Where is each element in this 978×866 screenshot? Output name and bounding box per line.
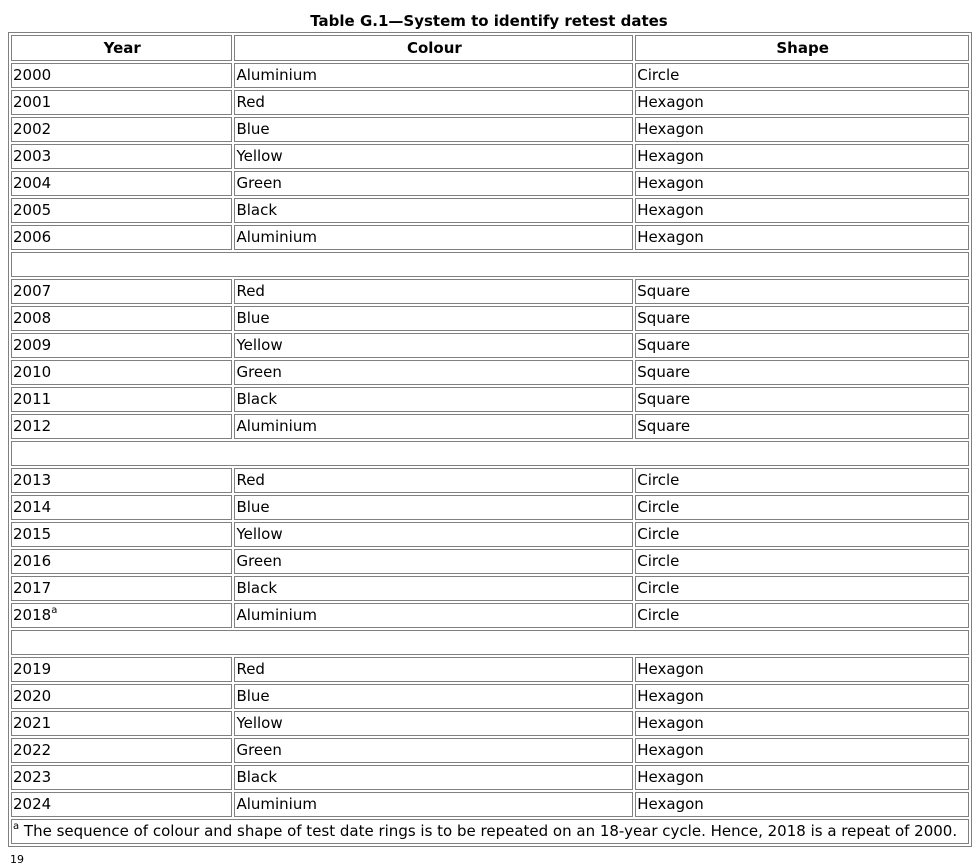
- colour-cell: Yellow: [234, 333, 633, 358]
- year-value: 2000: [13, 66, 52, 84]
- table-row: [11, 360, 969, 385]
- year-value: 2014: [13, 498, 52, 516]
- year-cell: [11, 198, 232, 223]
- year-cell: [11, 549, 232, 574]
- shape-cell: Hexagon: [635, 171, 969, 196]
- table-row: [11, 198, 969, 223]
- year-value: 2010: [13, 363, 52, 381]
- year-value: 2001: [13, 93, 52, 111]
- colour-cell: Red: [234, 468, 633, 493]
- table-row: [11, 684, 969, 709]
- year-cell: [11, 738, 232, 763]
- year-value: 2005: [13, 201, 52, 219]
- footnote-reference: a: [51, 605, 58, 616]
- table-row: [11, 603, 969, 628]
- table-row: [11, 333, 969, 358]
- year-value: 2012: [13, 417, 52, 435]
- year-value: 2019: [13, 660, 52, 678]
- year-cell: [11, 333, 232, 358]
- shape-cell: Hexagon: [635, 684, 969, 709]
- shape-cell: Hexagon: [635, 198, 969, 223]
- year-value: 2008: [13, 309, 52, 327]
- year-value: 2015: [13, 525, 52, 543]
- colour-cell: Aluminium: [234, 603, 633, 628]
- year-value: 2022: [13, 741, 52, 759]
- colour-cell: Green: [234, 549, 633, 574]
- year-cell: [11, 360, 232, 385]
- table-row: [11, 225, 969, 250]
- year-cell: [11, 576, 232, 601]
- shape-cell: Circle: [635, 468, 969, 493]
- year-cell: [11, 684, 232, 709]
- footnote-cell: [11, 819, 969, 844]
- shape-cell: Circle: [635, 603, 969, 628]
- colour-cell: Aluminium: [234, 414, 633, 439]
- header-year: Year: [11, 35, 232, 61]
- year-value: 2013: [13, 471, 52, 489]
- shape-cell: Circle: [635, 576, 969, 601]
- year-value: 2024: [13, 795, 52, 813]
- colour-cell: Aluminium: [234, 225, 633, 250]
- table-row: [11, 738, 969, 763]
- shape-cell: Square: [635, 387, 969, 412]
- year-value: 2023: [13, 768, 52, 786]
- table-row: [11, 414, 969, 439]
- year-cell: [11, 468, 232, 493]
- colour-cell: Green: [234, 360, 633, 385]
- table-row: [11, 117, 969, 142]
- footnote-row: [11, 819, 969, 844]
- table-row: [11, 522, 969, 547]
- shape-cell: Hexagon: [635, 117, 969, 142]
- colour-cell: Red: [234, 90, 633, 115]
- colour-cell: Black: [234, 387, 633, 412]
- year-cell: [11, 495, 232, 520]
- shape-cell: Square: [635, 360, 969, 385]
- table-row: [11, 171, 969, 196]
- table-row: [11, 63, 969, 88]
- colour-cell: Red: [234, 657, 633, 682]
- colour-cell: Red: [234, 279, 633, 304]
- colour-cell: Yellow: [234, 522, 633, 547]
- table-row: [11, 468, 969, 493]
- colour-cell: Blue: [234, 684, 633, 709]
- colour-cell: Black: [234, 198, 633, 223]
- header-colour: Colour: [234, 35, 633, 61]
- shape-cell: Square: [635, 279, 969, 304]
- retest-dates-table: [8, 32, 972, 847]
- colour-cell: Yellow: [234, 711, 633, 736]
- footnote-text: The sequence of colour and shape of test date rings is to be repeated on an 18-year cycle. Hence, 2018 is a repeat of 2000.: [19, 822, 958, 840]
- table-row: [11, 306, 969, 331]
- separator-cell: [11, 441, 969, 466]
- year-cell: [11, 765, 232, 790]
- table-row: [11, 279, 969, 304]
- table-row: [11, 387, 969, 412]
- colour-cell: Blue: [234, 306, 633, 331]
- table-row: [11, 765, 969, 790]
- table-row: [11, 792, 969, 817]
- year-value: 2020: [13, 687, 52, 705]
- shape-cell: Square: [635, 306, 969, 331]
- table-row: [11, 495, 969, 520]
- separator-cell: [11, 252, 969, 277]
- colour-cell: Yellow: [234, 144, 633, 169]
- shape-cell: Hexagon: [635, 657, 969, 682]
- colour-cell: Aluminium: [234, 63, 633, 88]
- separator-row: [11, 252, 969, 277]
- shape-cell: Hexagon: [635, 792, 969, 817]
- year-cell: [11, 63, 232, 88]
- year-cell: [11, 522, 232, 547]
- year-cell: [11, 387, 232, 412]
- year-cell: [11, 603, 232, 628]
- year-cell: [11, 792, 232, 817]
- year-cell: [11, 90, 232, 115]
- colour-cell: Black: [234, 576, 633, 601]
- year-value: 2002: [13, 120, 52, 138]
- shape-cell: Hexagon: [635, 144, 969, 169]
- table-body: [11, 63, 969, 844]
- separator-cell: [11, 630, 969, 655]
- table-row: [11, 549, 969, 574]
- table-row: [11, 711, 969, 736]
- table-row: [11, 576, 969, 601]
- shape-cell: Hexagon: [635, 765, 969, 790]
- shape-cell: Square: [635, 333, 969, 358]
- shape-cell: Circle: [635, 522, 969, 547]
- year-value: 2004: [13, 174, 52, 192]
- year-cell: [11, 279, 232, 304]
- colour-cell: Blue: [234, 495, 633, 520]
- colour-cell: Blue: [234, 117, 633, 142]
- year-cell: [11, 144, 232, 169]
- shape-cell: Hexagon: [635, 90, 969, 115]
- shape-cell: Circle: [635, 549, 969, 574]
- year-cell: [11, 117, 232, 142]
- year-cell: [11, 306, 232, 331]
- table-caption: Table G.1—System to identify retest dates: [310, 12, 668, 30]
- year-value: 2007: [13, 282, 52, 300]
- shape-cell: Circle: [635, 495, 969, 520]
- year-value: 2011: [13, 390, 52, 408]
- shape-cell: Hexagon: [635, 711, 969, 736]
- header-row: [11, 35, 969, 61]
- separator-row: [11, 630, 969, 655]
- footnote-marker: a: [13, 821, 20, 832]
- colour-cell: Green: [234, 738, 633, 763]
- year-value: 2021: [13, 714, 52, 732]
- header-shape: Shape: [635, 35, 969, 61]
- year-value: 2017: [13, 579, 52, 597]
- year-cell: [11, 171, 232, 196]
- shape-cell: Circle: [635, 63, 969, 88]
- year-value: 2018: [13, 606, 52, 624]
- shape-cell: Hexagon: [635, 738, 969, 763]
- colour-cell: Green: [234, 171, 633, 196]
- year-value: 2016: [13, 552, 52, 570]
- year-cell: [11, 414, 232, 439]
- year-value: 2009: [13, 336, 52, 354]
- year-value: 2003: [13, 147, 52, 165]
- colour-cell: Black: [234, 765, 633, 790]
- shape-cell: Hexagon: [635, 225, 969, 250]
- shape-cell: Square: [635, 414, 969, 439]
- page-number: 19: [10, 853, 24, 866]
- colour-cell: Aluminium: [234, 792, 633, 817]
- year-cell: [11, 711, 232, 736]
- year-cell: [11, 225, 232, 250]
- year-value: 2006: [13, 228, 52, 246]
- year-cell: [11, 657, 232, 682]
- table-row: [11, 144, 969, 169]
- table-row: [11, 657, 969, 682]
- table-row: [11, 90, 969, 115]
- separator-row: [11, 441, 969, 466]
